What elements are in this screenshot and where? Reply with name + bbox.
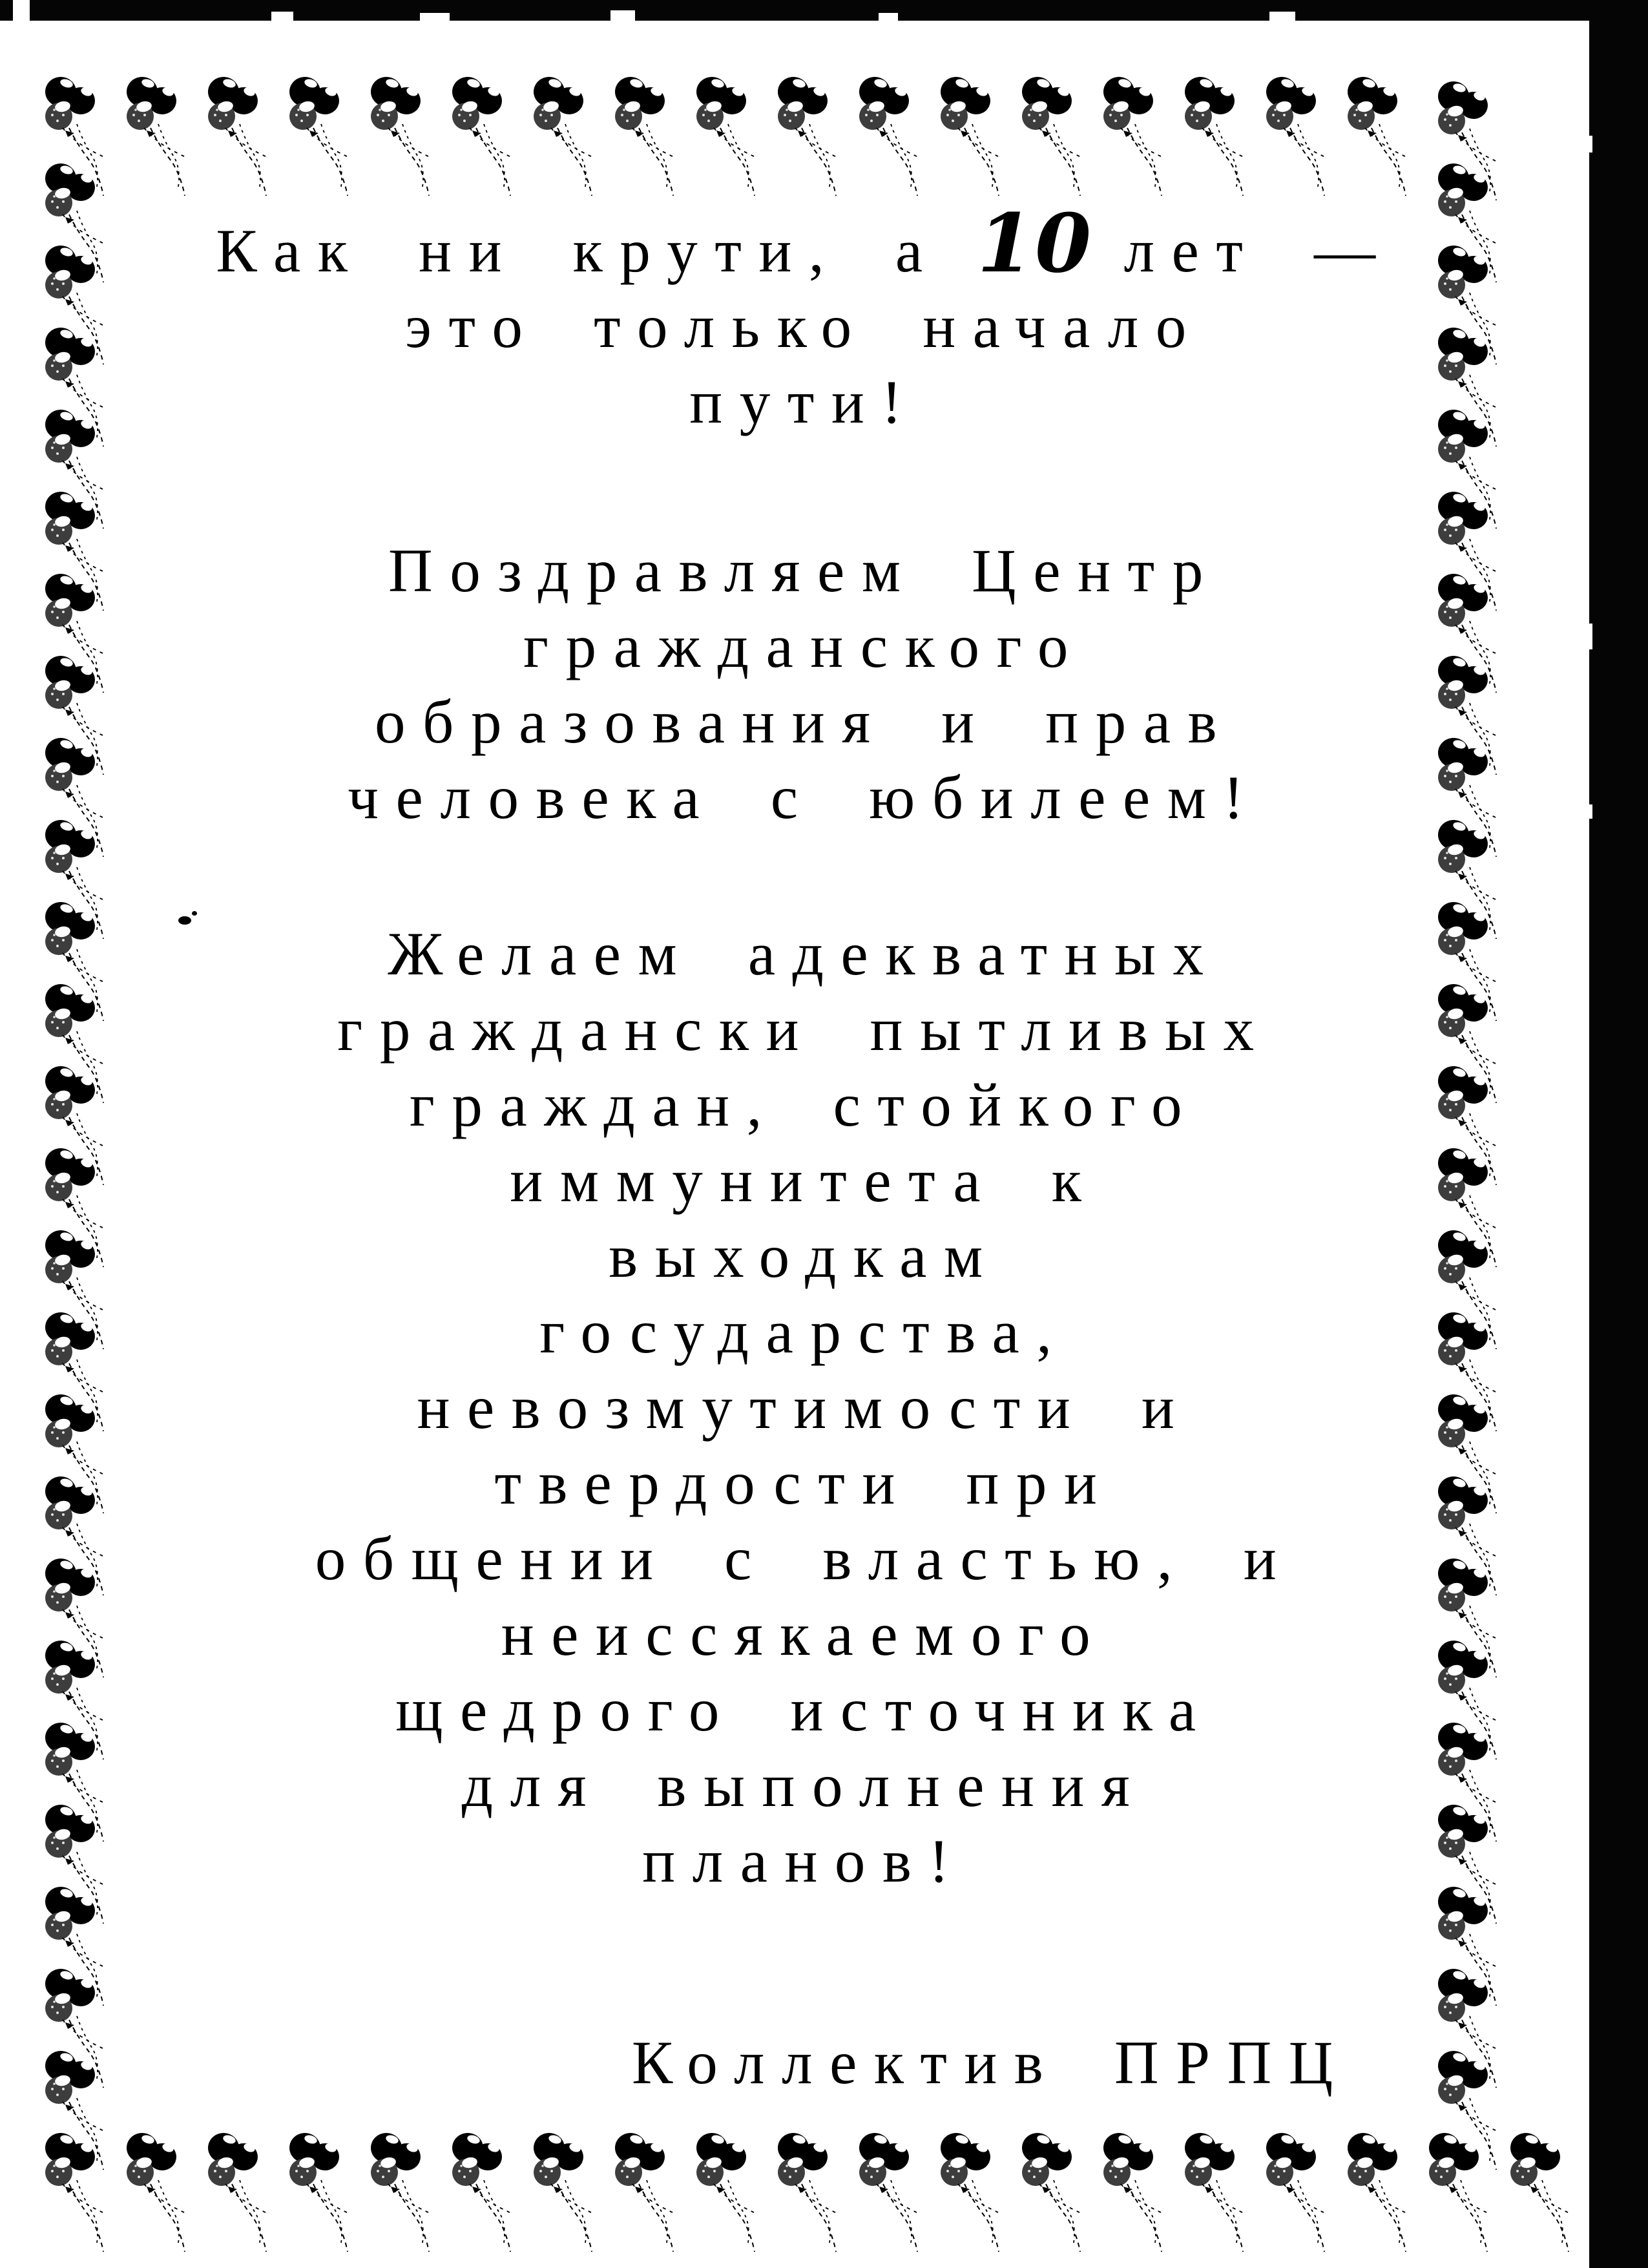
greeting-line: Поздравляем Центр	[388, 536, 1220, 605]
title-pre: Как ни крути, а	[216, 216, 940, 285]
wishes-line: Желаем адекватных	[388, 919, 1221, 988]
balloons-cluster-icon	[206, 2132, 277, 2255]
title-line-1	[103, 196, 1505, 291]
ink-spot	[178, 916, 191, 925]
balloons-cluster-icon	[450, 2132, 521, 2255]
greeting-line: гражданского	[523, 612, 1085, 680]
wishes-line: выходкам	[609, 1222, 1000, 1290]
balloons-cluster-icon	[776, 2132, 847, 2255]
wishes-line: граждански пытливых	[337, 995, 1271, 1064]
wishes-line: неиссякаемого	[501, 1600, 1108, 1668]
balloons-cluster-icon	[694, 2132, 766, 2255]
title-line-3: пути!	[689, 368, 919, 436]
balloons-cluster-icon	[1101, 2132, 1173, 2255]
wishes-line: щедрого источника	[395, 1675, 1213, 1744]
anniversary-number: 10	[977, 196, 1093, 291]
balloons-cluster-icon	[1346, 2132, 1417, 2255]
greeting-line: человека с юбилеем!	[348, 763, 1261, 832]
balloons-cluster-icon	[857, 2132, 928, 2255]
balloons-cluster-icon	[532, 2132, 603, 2255]
balloons-cluster-icon	[1427, 2132, 1498, 2255]
balloons-cluster-icon	[939, 2132, 1010, 2255]
greeting-text	[103, 0, 1505, 2101]
balloons-cluster-icon	[43, 2132, 114, 2255]
wishes-line: государства,	[539, 1297, 1069, 1366]
balloons-cluster-icon	[1508, 2132, 1580, 2255]
wishes-line: твердости при	[494, 1449, 1114, 1517]
balloons-cluster-icon	[613, 2132, 684, 2255]
wishes-line: планов!	[642, 1827, 966, 1895]
greeting-paragraph	[103, 533, 1505, 835]
title-post: лет —	[1123, 216, 1393, 285]
scan-edge-right	[1589, 0, 1648, 2268]
title-line-2: это только начало	[405, 292, 1204, 361]
wishes-line: граждан, стойкого	[409, 1071, 1200, 1139]
wishes-paragraph	[103, 916, 1505, 1899]
wishes-line: для выполнения	[461, 1751, 1147, 1820]
balloons-cluster-icon	[1183, 2132, 1254, 2255]
ink-spot	[192, 911, 197, 916]
balloons-cluster-icon	[369, 2132, 440, 2255]
balloons-cluster-icon	[1020, 2132, 1091, 2255]
scan-slit	[1589, 624, 1592, 649]
greeting-line: образования и прав	[374, 688, 1235, 756]
balloons-cluster-icon	[1264, 2132, 1335, 2255]
scan-slit	[1589, 136, 1592, 152]
signature-line: Коллектив ПРПЦ	[631, 2028, 1350, 2097]
wishes-line: общении с властью, и	[315, 1524, 1294, 1593]
title-paragraph	[103, 0, 1505, 440]
wishes-line: невозмутимости и	[417, 1373, 1192, 1442]
balloons-cluster-icon	[125, 2132, 196, 2255]
balloons-cluster-icon	[287, 2132, 359, 2255]
wishes-line: иммунитета к	[510, 1146, 1099, 1215]
scan-notch	[13, 0, 30, 21]
scan-slit	[1589, 804, 1592, 819]
